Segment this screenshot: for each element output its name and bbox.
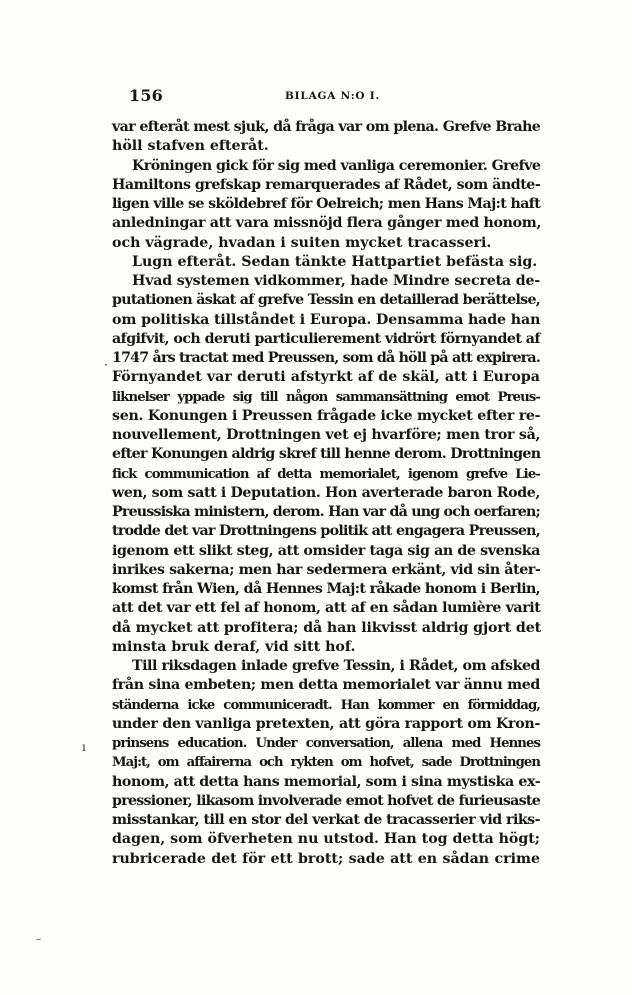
- text-line: misstankar, till en stor del verkat de tracasserier vid riks-: [112, 812, 540, 828]
- text-line: igenom ett slikt steg, att omsider taga sig an de svenska: [112, 542, 540, 559]
- text-line: då mycket att profitera; då han likvisst aldrig gjort det: [112, 619, 542, 636]
- text-line: Till riksdagen inlade grefve Tessin, i Rådet, om afsked: [132, 658, 540, 674]
- text-line: Förnyandet var deruti afstyrkt af de skäl, att i Europa: [112, 369, 540, 386]
- text-line: under den vanliga pretexten, att göra rapport om Kron-: [112, 715, 541, 732]
- text-line: ligen ville se sköldebref för Oelreich; men Hans Maj:t haft: [112, 196, 541, 212]
- text-line: Hamiltons grefskap remarquerades af Rådet, som ändte-: [112, 176, 541, 193]
- text-line: minsta bruk deraf, vid sitt hof.: [112, 638, 356, 655]
- text-line: 1747 års tractat med Preussen, som då höll på att expirera.: [112, 350, 540, 366]
- text-line: trodde det var Drottningens politik att engagera Preussen,: [112, 523, 541, 540]
- text-line: wen, som satt i Deputation. Hon averterade baron Rode,: [112, 484, 540, 501]
- text-line: liknelser yppade sig till någon sammansättning emot Preus-: [112, 389, 540, 405]
- text-line: Preussiska ministern, derom. Han var då ung och oerfaren;: [112, 504, 540, 520]
- text-line: sen. Konungen i Preussen frågade icke mycket efter re-: [112, 407, 541, 424]
- text-line: var efteråt mest sjuk, då fråga var om plena. Grefve Brahe: [112, 119, 541, 135]
- text-line: Kröningen gick för sig med vanliga ceremonier. Grefve: [132, 157, 541, 174]
- text-line: anledningar att vara missnöjd flera gånger med honom,: [112, 215, 542, 232]
- text-line: putationen äskat af grefve Tessin en detaillerad berättelse,: [112, 292, 541, 309]
- text-line: om politiska tillståndet i Europa. Densamma hade han: [112, 311, 541, 328]
- text-line: och vägrade, hvadan i suiten mycket tracasseri.: [112, 234, 492, 251]
- text-line: honom, att detta hans memorial, som i sina mystiska ex-: [112, 773, 541, 790]
- text-line: att det var ett fel af honom, att af en sådan lumière varit: [112, 600, 541, 617]
- body-text: [112, 118, 540, 869]
- margin-mark: ı: [82, 740, 86, 754]
- text-line: afgifvit, och deruti particulierement vidrört förnyandet af: [112, 330, 540, 347]
- text-line: dagen, som öfverheten nu utstod. Han tog detta högt;: [112, 831, 540, 848]
- page-number: 156: [129, 86, 163, 105]
- text-line: prinsens education. Under conversation, allena med Hennes: [112, 736, 540, 751]
- text-line: Maj:t, om affairerna och rykten om hofvet, sade Drottningen: [112, 755, 540, 771]
- text-line: ständerna icke communiceradt. Han kommer en förmiddag,: [112, 697, 540, 713]
- page-header: [129, 86, 543, 108]
- text-line: inrikes sakerna; men har sedermera erkänt, vid sin åter-: [112, 561, 541, 578]
- margin-mark: –: [36, 934, 41, 945]
- text-line: komst från Wien, då Hennes Maj:t råkade honom i Berlin,: [112, 581, 540, 597]
- text-line: efter Konungen aldrig skref till henne derom. Drottningen: [112, 446, 541, 463]
- text-line: höll stafven efteråt.: [112, 138, 269, 155]
- text-line: rubricerade det för ett brott; sade att en sådan crime: [112, 850, 540, 867]
- text-line: från sina embeten; men detta memorialet var ännu med: [112, 677, 540, 694]
- text-line: Hvad systemen vidkommer, hade Mindre secreta de-: [132, 273, 540, 289]
- text-line: Lugn efteråt. Sedan tänkte Hattpartiet befästa sig.: [132, 253, 538, 270]
- running-head: BILAGA N:O I.: [285, 90, 380, 102]
- text-line: fick communication af detta memorialet, igenom grefve Lie-: [112, 466, 540, 482]
- margin-mark: ·: [104, 358, 108, 372]
- text-line: nouvellement, Drottningen vet ej hvarföre; men tror så,: [112, 427, 541, 443]
- text-line: pressioner, likasom involverade emot hofvet de furieusaste: [112, 792, 540, 809]
